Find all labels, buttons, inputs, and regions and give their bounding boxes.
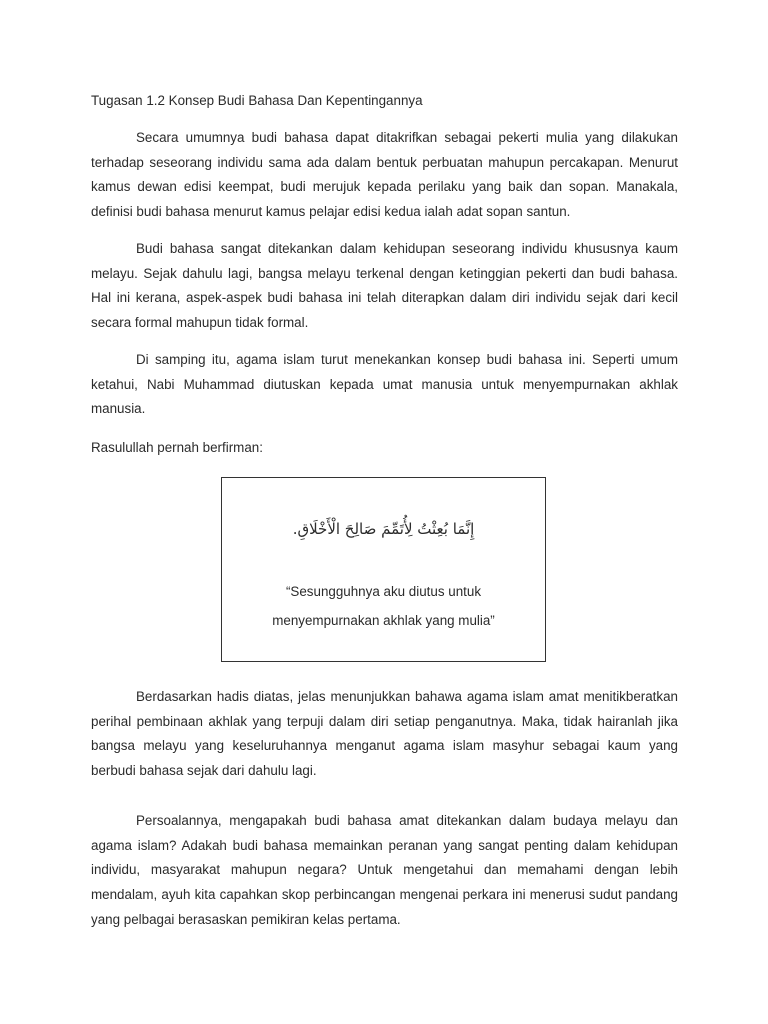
hadith-arabic: إِنَّمَا بُعِثْتُ لِأُتَمِّمَ صَالِحَ الْأَخْلَاقِ. <box>292 520 475 538</box>
paragraph-malay-culture: Budi bahasa sangat ditekankan dalam kehidupan seseorang individu khususnya kaum melayu. Sejak dahulu lagi, bangsa melayu terkenal dengan ketinggian pekerti dan budi bahasa. Hal ini kerana, aspek-aspek budi bahasa ini telah diterapkan dalam diri individu sejak dari kecil secara formal mahupun tidak formal. <box>91 241 678 331</box>
hadith-translation-line-1: “Sesungguhnya aku diutus untuk <box>285 584 482 599</box>
hadith-translation <box>222 577 545 635</box>
paragraph-questions: Persoalannya, mengapakah budi bahasa amat ditekankan dalam budaya melayu dan agama islam? Adakah budi bahasa memainkan peranan yang sangat penting dalam kehidupan individu, masyarakat mahupun negara? Untuk mengetahui dan memahami dengan lebih mendalam, ayuh kita capahkan skop perbincangan mengenai perkara ini menerusi sudut pandang yang pelbagai berasaskan pemikiran kelas pertama. <box>91 813 678 927</box>
hadith-translation-line-2: menyempurnakan akhlak yang mulia” <box>272 613 495 628</box>
paragraph-definition: Secara umumnya budi bahasa dapat ditakrifkan sebagai pekerti mulia yang dilakukan terhadap seseorang individu sama ada dalam bentuk perbuatan mahupun percakapan. Menurut kamus dewan edisi keempat, budi merujuk kepada perilaku yang baik dan sopan. Manakala, definisi budi bahasa menurut kamus pelajar edisi kedua ialah adat sopan santun. <box>91 130 678 220</box>
paragraph-hadith-explanation: Berdasarkan hadis diatas, jelas menunjukkan bahawa agama islam amat menitikberatkan perihal pembinaan akhlak yang terpuji dalam diri setiap penganutnya. Maka, tidak hairanlah jika bangsa melayu yang keseluruhannya menganut agama islam masyhur sebagai kaum yang berbudi bahasa sejak dari dahulu lagi. <box>91 689 678 779</box>
hadith-box <box>221 477 546 662</box>
paragraph-islam: Di samping itu, agama islam turut menekankan konsep budi bahasa ini. Seperti umum ketahui, Nabi Muhammad diutuskan kepada umat manusia untuk menyempurnakan akhlak manusia. <box>91 352 678 417</box>
hadith-intro: Rasulullah pernah berfirman: <box>91 440 263 455</box>
document-title: Tugasan 1.2 Konsep Budi Bahasa Dan Kepentingannya <box>91 93 423 108</box>
